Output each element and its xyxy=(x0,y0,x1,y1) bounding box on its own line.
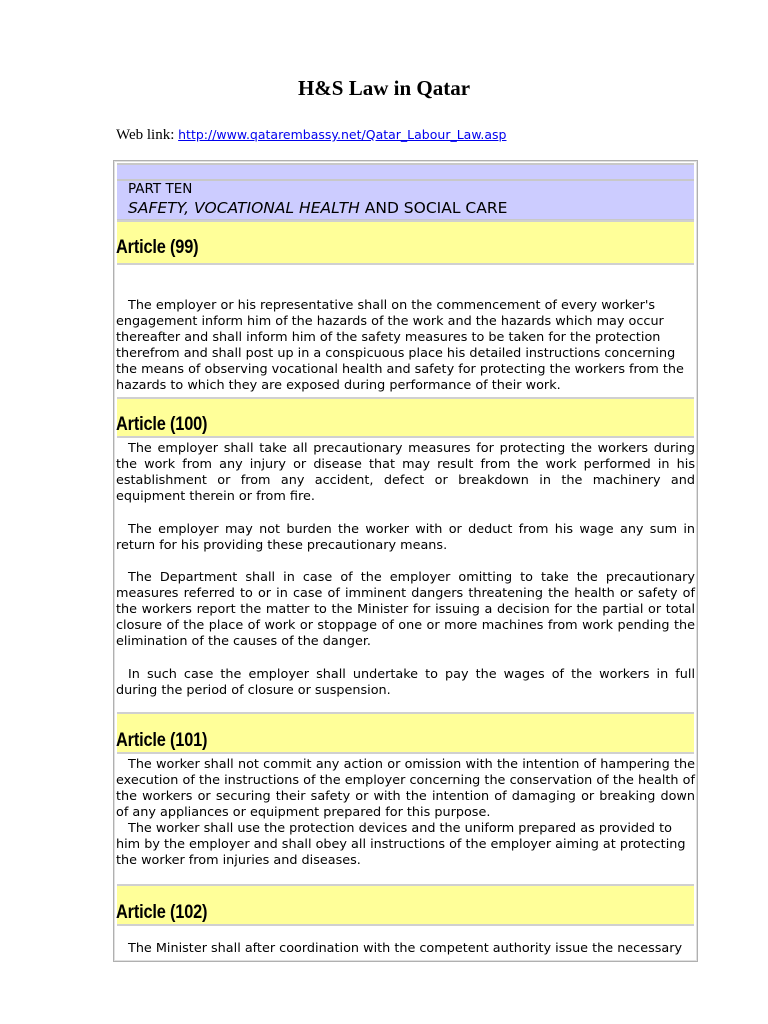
article-102-heading: Article (102) xyxy=(116,902,208,923)
article-101-heading: Article (101) xyxy=(116,730,208,751)
weblink-line xyxy=(116,127,506,144)
part-title-italic: SAFETY, VOCATIONAL HEALTH xyxy=(128,199,360,217)
article-99-heading: Article (99) xyxy=(116,237,199,258)
article-100-paragraph-3: The Department shall in case of the employer omitting to take the precautionary measures referred to or in case of imminent dangers threatening the health or safety of the workers report the matter to the Minister for issuing a decision for the partial or total closure of the place of work or stoppage of one or more machines from work pending the elimination of the causes of the danger. xyxy=(116,570,695,649)
article-100-paragraph-1: The employer shall take all precautionary measures for protecting the workers during the work from any injury or disease that may result from the work performed in his establishment or from any accident, defect or breakdown in the machinery and equipment therein or from fire. xyxy=(116,441,695,504)
part-title-rest: AND SOCIAL CARE xyxy=(359,199,508,217)
article-100-heading: Article (100) xyxy=(116,414,208,435)
article-101-paragraph-1: The worker shall not commit any action or omission with the intention of hampering the execution of the instructions of the employer concerning the conservation of the health of the workers or securing their safety or with the intention of damaging or breaking down of any appliances or equipment prepared for this purpose. xyxy=(116,757,695,820)
document-title: H&S Law in Qatar xyxy=(297,76,471,100)
article-99-band xyxy=(117,220,694,265)
part-title xyxy=(128,199,507,217)
part-number: PART TEN xyxy=(128,181,193,197)
article-99-paragraph-1: The employer or his representative shall on the commencement of every worker's engagement inform him of the hazards of the work and the hazards which may occur thereafter and shall inform him of the safety measures to be taken for the protection therefrom and shall post up in a conspicuous place his detailed instructions concerning the means of observing vocational health and safety for protecting the workers from the hazards to which they are exposed during performance of their work. xyxy=(116,298,684,393)
article-101-paragraph-2: The worker shall use the protection devices and the uniform prepared as provided to him by the employer and shall obey all instructions of the employer aiming at protecting the worker from injuries and diseases. xyxy=(116,821,686,868)
article-100-paragraph-2: The employer may not burden the worker with or deduct from his wage any sum in return for his providing these precautionary means. xyxy=(116,522,695,553)
weblink-url[interactable]: http://www.qatarembassy.net/Qatar_Labour_Law.asp xyxy=(178,127,507,142)
divider xyxy=(117,179,694,181)
article-102-paragraph-1: The Minister shall after coordination with the competent authority issue the necessary xyxy=(128,941,683,956)
weblink-label: Web link: xyxy=(116,127,179,143)
article-100-paragraph-4: In such case the employer shall undertake to pay the wages of the workers in full during the period of closure or suspension. xyxy=(116,667,695,698)
law-content-frame xyxy=(113,160,698,962)
